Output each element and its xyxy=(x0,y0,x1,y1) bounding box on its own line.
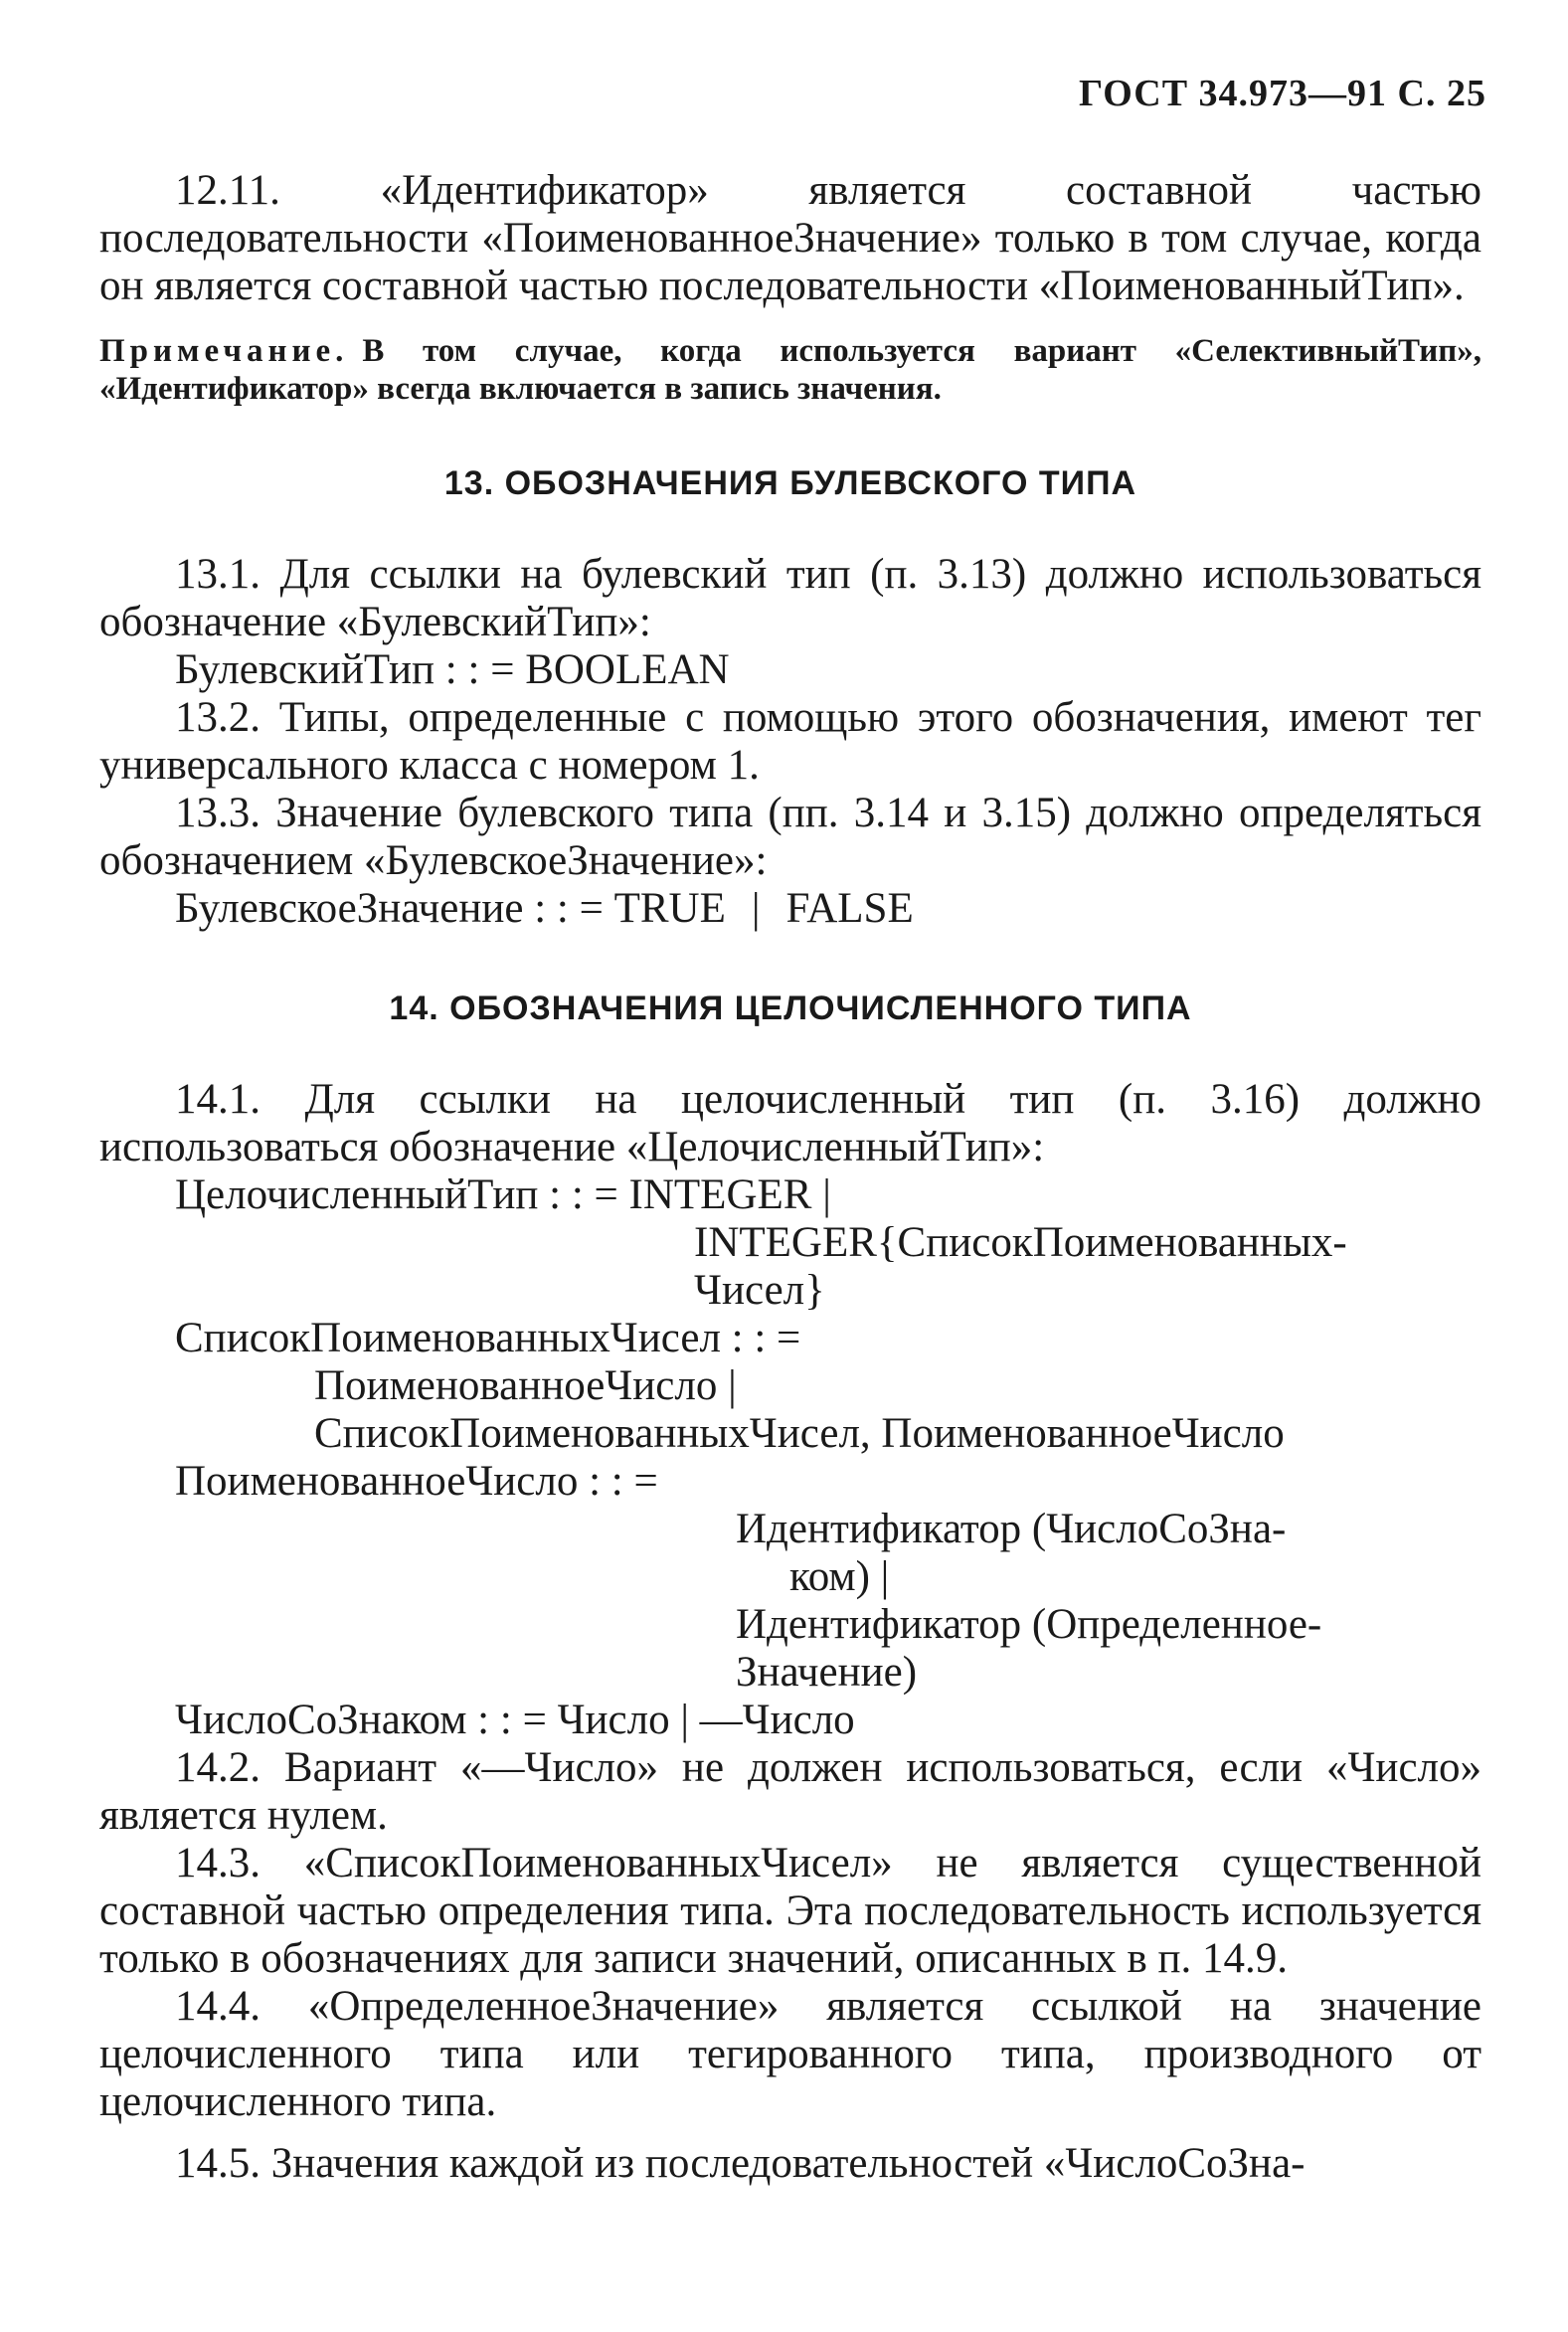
rule-integer-type-line-1: ЦелочисленныйТип : : = INTEGER | xyxy=(175,1171,831,1218)
paragraph-14-4: 14.4. «ОпределенноеЗначение» является ссылкой на значение целочисленного типа или тегированного типа, производного от целочисленного типа. xyxy=(99,1983,1481,2125)
paragraph-14-2: 14.2. Вариант «—Число» не должен использоваться, если «Число» является нулем. xyxy=(99,1744,1481,1839)
page-content xyxy=(99,167,1481,2188)
rule-integer-type-line-2: INTEGER{СписокПоименованных- xyxy=(694,1219,1347,1266)
rule-named-number-line-4: Идентификатор (Определенное- xyxy=(736,1601,1322,1648)
paragraph-14-5: 14.5. Значения каждой из последовательностей «ЧислоСоЗна- xyxy=(175,2140,1306,2187)
note xyxy=(99,332,1481,408)
rule-named-list-line-3: СписокПоименованныхЧисел, ПоименованноеЧисло xyxy=(314,1410,1285,1457)
paragraph-13-1: 13.1. Для ссылки на булевский тип (п. 3.13) должно использоваться обозначение «БулевскийТип»: xyxy=(99,551,1481,645)
rule-boolean-value-true: БулевскоеЗначение : : = TRUE xyxy=(175,885,726,932)
section-13-heading: 13. ОБОЗНАЧЕНИЯ БУЛЕВСКОГО ТИПА xyxy=(443,464,1137,502)
paragraph-13-3: 13.3. Значение булевского типа (пп. 3.14 и 3.15) должно определяться обозначением «БулевскоеЗначение»: xyxy=(99,790,1481,884)
rule-named-list-line-2: ПоименованноеЧисло | xyxy=(314,1362,737,1409)
alternative-bar: | xyxy=(751,885,761,932)
paragraph-14-1: 14.1. Для ссылки на целочисленный тип (п. 3.16) должно использоваться обозначение «ЦелочисленныйТип»: xyxy=(99,1076,1481,1170)
rule-boolean-value xyxy=(99,885,1481,933)
rule-integer-type-line-3: Чисел} xyxy=(694,1267,825,1314)
rule-boolean-value-false: FALSE xyxy=(785,885,914,932)
note-text: В том случае, когда используется вариант «СелективныйТип», «Идентификатор» всегда включается в запись значения. xyxy=(99,333,1481,407)
paragraph-13-2: 13.2. Типы, определенные с помощью этого обозначения, имеют тег универсального класса с номером 1. xyxy=(99,694,1481,789)
rule-named-number-line-3: ком) | xyxy=(789,1553,890,1600)
rule-boolean-type: БулевскийТип : : = BOOLEAN xyxy=(175,646,730,693)
paragraph-12-11: 12.11. «Идентификатор» является составной частью последовательности «ПоименованноеЗначение» только в том случае, когда он является составной частью последовательности «ПоименованныйТип». xyxy=(99,167,1481,309)
note-label: Примечание. xyxy=(99,333,349,369)
rule-named-list-line-1: СписокПоименованныхЧисел : : = xyxy=(175,1315,801,1361)
rule-named-number-line-2: Идентификатор (ЧислоСоЗна- xyxy=(736,1506,1287,1552)
rule-signed-number: ЧислоСоЗнаком : : = Число | —Число xyxy=(175,1697,855,1743)
paragraph-14-3: 14.3. «СписокПоименованныхЧисел» не является существенной составной частью определения типа. Эта последовательность используется только в обозначениях для записи значений, описанных в п. 14.9. xyxy=(99,1840,1481,1982)
rule-named-number-line-1: ПоименованноеЧисло : : = xyxy=(175,1458,658,1505)
section-14-heading: 14. ОБОЗНАЧЕНИЯ ЦЕЛОЧИСЛЕННОГО ТИПА xyxy=(389,989,1192,1027)
running-header: ГОСТ 34.973—91 С. 25 xyxy=(1079,73,1486,114)
rule-named-number-line-5: Значение) xyxy=(736,1649,918,1696)
